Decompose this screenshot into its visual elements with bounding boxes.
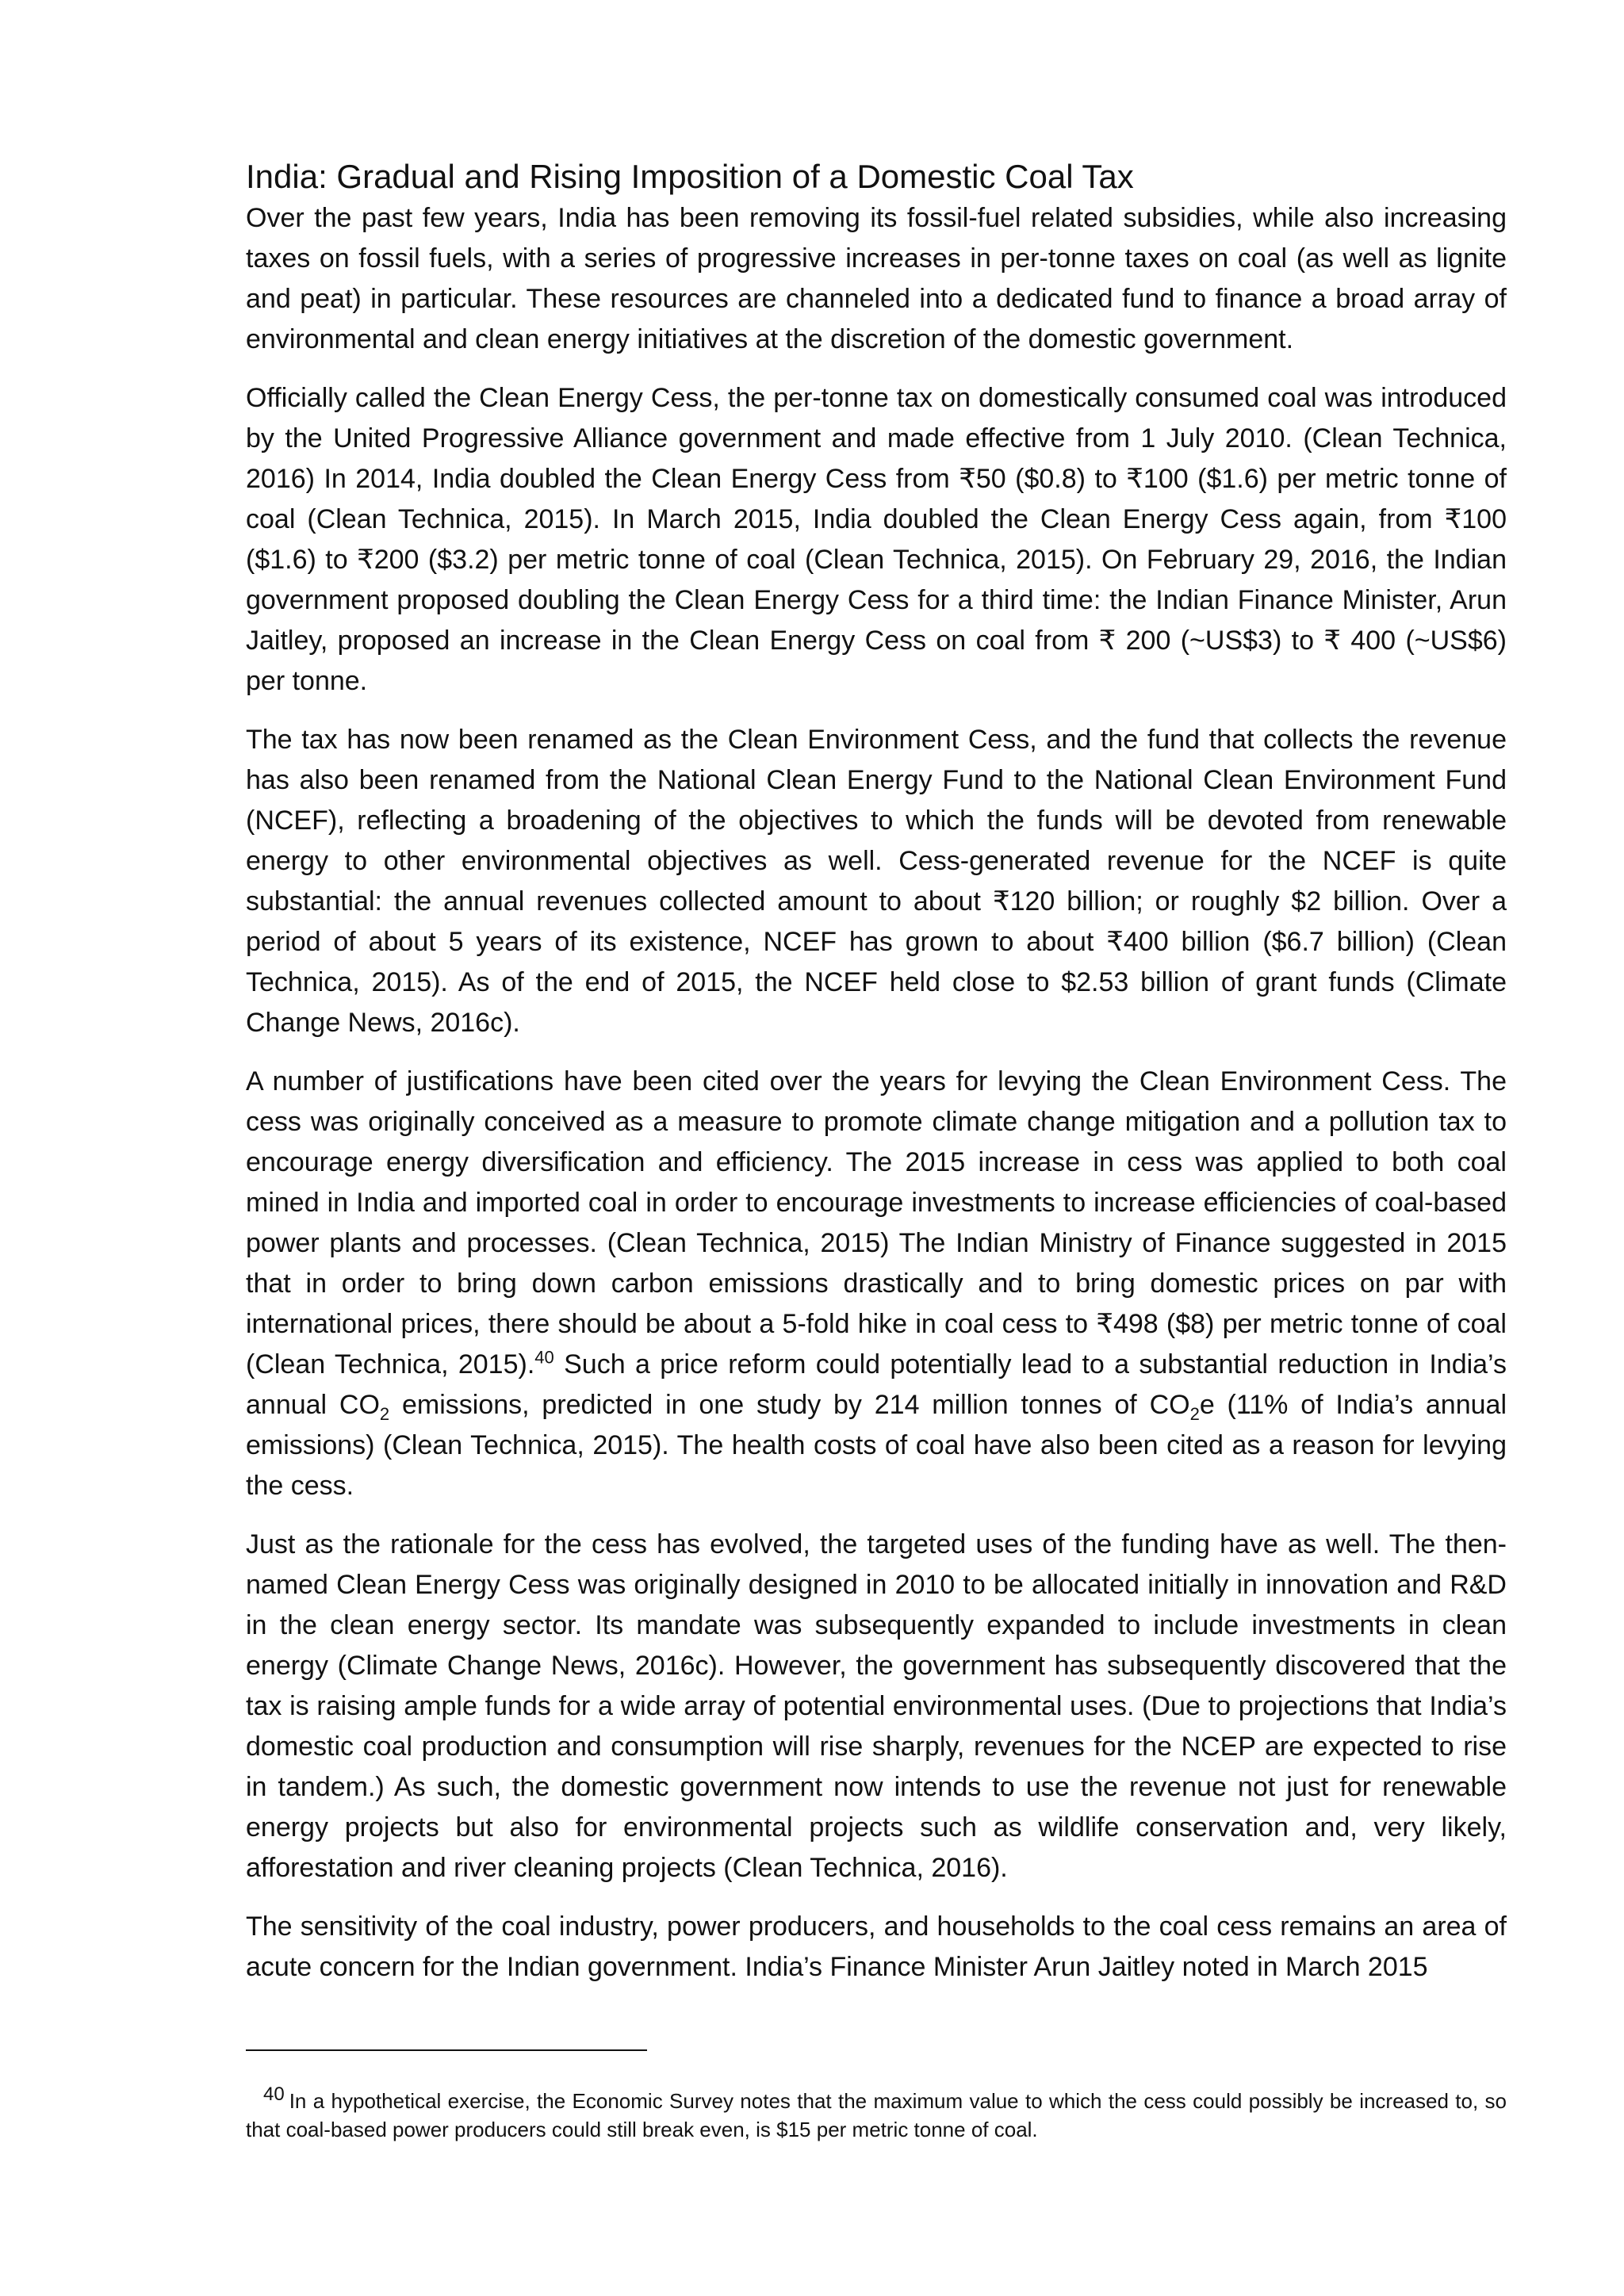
footnote-reference[interactable]: 40 (534, 1347, 554, 1368)
paragraph-justifications (246, 1062, 1507, 1506)
paragraph-text: A number of justifications have been cited over the years for levying the Clean Environment Cess. The cess was originally conceived as a measure to promote climate change mitigation and a pollution tax to encourage energy diversification and efficiency. The 2015 increase in cess was applied to both coal mined in India and imported coal in order to encourage investments to increase efficiencies of coal-based power plants and processes. (Clean Technica, 2015) The Indian Ministry of Finance suggested in 2015 that in order to bring down carbon emissions drastically and to bring domestic prices on par with international prices, there should be about a 5-fold hike in coal cess to ₹498 ($8) per metric tonne of coal (Clean Technica, 2015). (246, 1066, 1507, 1380)
main-content (246, 155, 1507, 2006)
paragraph-intro: Over the past few years, India has been removing its fossil-fuel related subsidies, while also increasing taxes on fossil fuels, with a series of progressive increases in per-tonne taxes on coal (as well as lignite and peat) in particular. These resources are channeled into a dedicated fund to finance a broad array of environmental and clean energy initiatives at the discretion of the domestic government. (246, 203, 1507, 354)
footnote-text: In a hypothetical exercise, the Economic Survey notes that the maximum value to which the cess could possibly be increased to, so that coal-based power producers could still break even, is $15 per metric tonne of coal. (246, 2089, 1507, 2141)
footnote-number: 40 (263, 2084, 285, 2105)
paragraph-ncef: The tax has now been renamed as the Clean Environment Cess, and the fund that collects the revenue has also been renamed from the National Clean Energy Fund to the National Clean Environment Fund (NCEF), reflecting a broadening of the objectives to which the funds will be devoted from renewable energy to other environmental objectives as well. Cess-generated revenue for the NCEF is quite substantial: the annual revenues collected amount to about ₹120 billion; or roughly $2 billion. Over a period of about 5 years of its existence, NCEF has grown to about ₹400 billion ($6.7 billion) (Clean Technica, 2015). As of the end of 2015, the NCEF held close to $2.53 billion of grant funds (Climate Change News, 2016c). (246, 725, 1507, 1038)
section-heading: India: Gradual and Rising Imposition of a Domestic Coal Tax (246, 158, 1134, 195)
paragraph-funding-uses: Just as the rationale for the cess has evolved, the targeted uses of the funding have as well. The then-named Clean Energy Cess was originally designed in 2010 to be allocated initially in innovation and R&D in the clean energy sector. Its mandate was subsequently expanded to include investments in clean energy (Climate Change News, 2016c). However, the government has subsequently discovered that the tax is raising ample funds for a wide array of potential environmental uses. (Due to projections that India’s domestic coal production and consumption will rise sharply, revenues for the NCEP are expected to rise in tandem.) As such, the domestic government now intends to use the revenue not just for renewable energy projects but also for environmental projects such as wildlife conservation and, very likely, afforestation and river cleaning projects (Clean Technica, 2016). (246, 1529, 1507, 1883)
paragraph-sensitivity: The sensitivity of the coal industry, power producers, and households to the coal cess remains an area of acute concern for the Indian government. India’s Finance Minister Arun Jaitley noted in March 2015 (246, 1911, 1507, 1982)
footnote (246, 2080, 1507, 2144)
paragraph-text: emissions, predicted in one study by 214 million tonnes of CO (389, 1390, 1190, 1420)
paragraph-text: Such a price reform could potentially lead to a substantial reduction in India’s annual CO (246, 1349, 1507, 1420)
paragraph-clean-energy-cess: Officially called the Clean Energy Cess, the per-tonne tax on domestically consumed coal was introduced by the United Progressive Alliance government and made effective from 1 July 2010. (Clean Technica, 2016) In 2014, India doubled the Clean Energy Cess from ₹50 ($0.8) to ₹100 ($1.6) per metric tonne of coal (Clean Technica, 2015). In March 2015, India doubled the Clean Energy Cess again, from ₹100 ($1.6) to ₹200 ($3.2) per metric tonne of coal (Clean Technica, 2015). On February 29, 2016, the Indian government proposed doubling the Clean Energy Cess for a third time: the Indian Finance Minister, Arun Jaitley, proposed an increase in the Clean Energy Cess on coal from ₹ 200 (~US$3) to ₹ 400 (~US$6) per tonne. (246, 383, 1507, 696)
paragraph-text: e (11% of India’s annual emissions) (Clean Technica, 2015). The health costs of coal have also been cited as a reason for levying the cess. (246, 1390, 1507, 1501)
subscript: 2 (379, 1403, 390, 1424)
footnote-separator (246, 2049, 647, 2051)
subscript: 2 (1189, 1403, 1200, 1424)
